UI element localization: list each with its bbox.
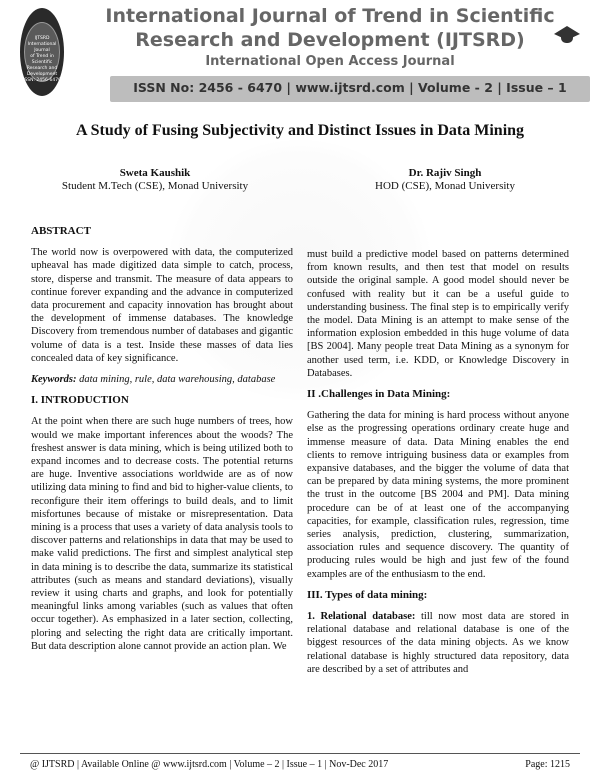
introduction-heading: I. INTRODUCTION bbox=[31, 394, 129, 407]
logo-line: Research and bbox=[26, 66, 58, 71]
logo-line: IJTSRD bbox=[34, 36, 50, 41]
author-affiliation: HOD (CSE), Monad University bbox=[375, 180, 515, 192]
logo-line: International Journal bbox=[27, 42, 57, 53]
types-heading: III. Types of data mining: bbox=[307, 588, 428, 601]
author-affiliation: Student M.Tech (CSE), Monad University bbox=[61, 180, 249, 192]
logo-line: ISSN: 2456-6470 bbox=[23, 78, 61, 83]
issn-text[interactable]: ISSN No: 2456 - 6470 | www.ijtsrd.com | Volume - 2 | Issue – 1 bbox=[133, 80, 567, 95]
author-block bbox=[320, 167, 570, 193]
footer-divider bbox=[20, 753, 580, 754]
journal-title-line1: International Journal of Trend in Scientific bbox=[105, 5, 555, 27]
logo-text bbox=[20, 36, 64, 84]
logo-line: Development bbox=[26, 72, 58, 77]
left-column bbox=[31, 225, 293, 661]
issn-bar bbox=[110, 76, 590, 102]
page-number: Page: 1215 bbox=[525, 759, 570, 770]
graduation-cap-icon bbox=[554, 26, 580, 44]
relational-database-text bbox=[307, 610, 569, 676]
journal-title-line2: Research and Development (IJTSRD) bbox=[135, 29, 525, 51]
footer-citation: @ IJTSRD | Available Online @ www.ijtsrd.com | Volume – 2 | Issue – 1 | Nov-Dec 2017 bbox=[30, 759, 389, 770]
author-block bbox=[40, 167, 270, 193]
author-name: Sweta Kaushik bbox=[119, 167, 191, 179]
journal-header bbox=[0, 0, 600, 108]
right-column bbox=[307, 248, 569, 684]
introduction-continued-text: must build a predictive model based on patterns determined from known results, and then test that model on results outside the original sample. A good model should never be confused with reality but it can be a useful guide to understanding business. The final step is to empirically verify the model. Data Mining is an attempt to make sense of the information explosion embedded in this huge volume of data [BS 2004]. Many people treat Data Mining as a synonym for another used term, i.e. KDD, or Knowledge Discovery in Databases. bbox=[307, 249, 569, 379]
abstract-text: The world now is overpowered with data, the computerized upheaval has made digitized data simple to catch, process, store, disperse and transmit. The measure of data appears to continue forever expanding and the advance in computerized data procurement and capacity innovation has brought about the development of immense databases. The knowledge Discovery from tremendous number of databases and gigantic volume of data is a test. Inside these masses of data lies concealed data of key significance. bbox=[31, 247, 293, 364]
introduction-text: At the point when there are such huge numbers of trees, how would we make important inferences about the woods? The freshest answer is data mining, which is being utilized both to expand incomes and to decrease costs. The potential returns are huge. Inventive associations worldwide are as of now utilizing data mining to find and bid to higher-value clients, to reconfigure their item offerings to build deals, and to limit misfortunes because of mistake or misrepresentation. Data mining is a process that uses a variety of data analysis tools to discover patterns and relationships in data that may be used to make valid predictions. The first and simplest analytical step in data mining is to describe the data, summarize its statistical attributes (such as means and standard deviations), visually review it using charts and graphs, and look for potentially meaningful links among variables (such as values that often occur together). As emphasized in a later section, collecting, ploring and selecting the right data are critically important. But data description alone cannot provide an action plan. We bbox=[31, 416, 293, 652]
logo-line: of Trend in Scientific bbox=[30, 54, 54, 65]
challenges-heading: II .Challenges in Data Mining: bbox=[307, 388, 451, 401]
paper-title: A Study of Fusing Subjectivity and Distinct Issues in Data Mining bbox=[75, 122, 525, 139]
relational-database-label: 1. Relational database: bbox=[307, 611, 416, 623]
relational-database-body: till now most data are stored in relational database and relational database is one of the biggest resources of the data mining objects. As we know relational database is highly structured data repository, data are described by a set of attributes and bbox=[307, 611, 570, 675]
page-footer bbox=[20, 757, 580, 773]
journal-title bbox=[70, 4, 590, 52]
author-name: Dr. Rajiv Singh bbox=[408, 167, 482, 179]
challenges-text: Gathering the data for mining is hard process without anyone else as the progressing operations ordinary create huge and immense measure of data. Data Mining enables the end clients to remove intriguing business data or examples from expansive databases, and the bigger the volume of data that can be prepared by data mining systems, the more prominent the trust in the outcome [BS 2004 and PM]. Data mining procedure can be of at least one of the accompanying capacities, for example, classification rules, regression, time series analysis, prediction, clustering, summarization, association rules and sequence discovery. The quantity of producing rules would be high and just few of the found examples are of the enthusiasm to the end. bbox=[307, 410, 569, 580]
abstract-heading: ABSTRACT bbox=[31, 225, 91, 237]
open-access-label: International Open Access Journal bbox=[205, 54, 455, 69]
keywords bbox=[31, 373, 293, 386]
keywords-label: Keywords: bbox=[31, 374, 77, 386]
journal-logo bbox=[20, 8, 64, 96]
keywords-text: data mining, rule, data warehousing, database bbox=[76, 374, 276, 386]
